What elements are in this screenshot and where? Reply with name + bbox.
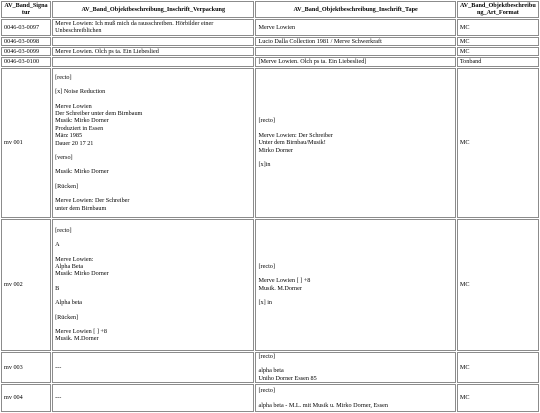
table-row <box>1 19 539 36</box>
tape-cell-text: [x]in <box>258 160 271 168</box>
column-header-inschrift-verpackung: AV_Band_Objektbeschreibung_Inschrift_Verpackung <box>52 1 254 18</box>
verpackung-cell <box>52 37 254 46</box>
signatur-cell: mv 003 <box>1 352 51 383</box>
verpackung-cell <box>52 57 254 66</box>
tape-cell <box>255 352 455 383</box>
tape-cell <box>255 47 455 56</box>
verpackung-cell <box>52 219 254 351</box>
signatur-cell: mv 004 <box>1 384 51 412</box>
format-cell: Tonband <box>457 57 539 66</box>
verpackung-cell-text: [recto] <box>55 73 72 81</box>
verpackung-cell-text: B <box>55 284 60 292</box>
tape-cell <box>255 37 455 46</box>
verpackung-cell-text: [Rücken] <box>55 182 79 190</box>
verpackung-cell-text: --- <box>55 363 62 371</box>
column-header-inschrift-tape: AV_Band_Objektbeschreibung_Inschrift_Tape <box>255 1 455 18</box>
table-row <box>1 219 539 351</box>
tape-cell <box>255 219 455 351</box>
tape-cell-text: [recto] <box>258 352 275 360</box>
tape-cell-text: [recto] <box>258 263 275 271</box>
tape-cell-text: [recto] <box>258 387 275 395</box>
format-cell: MC <box>457 19 539 36</box>
verpackung-cell-text: Merve Lowien. Olch ps ta. Ein Liebeslied <box>55 48 159 56</box>
tape-cell-text: [x] in <box>258 299 273 307</box>
verpackung-cell-text: [x] Noise Reduction <box>55 88 106 96</box>
header-row <box>1 1 539 18</box>
tape-cell-text: Merve Lowien: Der Schreiber Unter dem Birnbau/Musik! Mirko Dorner <box>258 131 333 154</box>
format-cell: MC <box>457 384 539 412</box>
table-row <box>1 68 539 218</box>
table-row <box>1 384 539 412</box>
verpackung-cell <box>52 68 254 218</box>
tape-cell <box>255 68 455 218</box>
tape-cell-text: [recto] <box>258 117 275 125</box>
verpackung-cell <box>52 47 254 56</box>
verpackung-cell-text: --- <box>55 394 62 402</box>
tape-cell-text: Lucio Dalla Collection 1981 / Merve Schwerkraft <box>258 37 382 45</box>
verpackung-cell-text: [Rücken] <box>55 313 79 321</box>
tape-cell-text: alpha beta - M.L. mit Musik u. Mirko Dorner, Essen <box>258 401 388 409</box>
table-row <box>1 57 539 66</box>
format-cell: MC <box>457 219 539 351</box>
tape-cell-text: [Merve Lowien. Olch ps ta. Ein Liebeslied] <box>258 58 367 66</box>
signatur-cell: 0046-03-0098 <box>1 37 51 46</box>
column-header-signatur: AV_Band_Signatur <box>1 1 51 18</box>
format-cell: MC <box>457 68 539 218</box>
verpackung-cell-text: Merve Lowien Der Schreiber unter dem Birnbaum Musik: Mirko Dorner Produziert in Essen März 1985 Dauer 20 17 21 <box>55 102 143 147</box>
format-cell: MC <box>457 37 539 46</box>
signatur-cell: 0046-03-0100 <box>1 57 51 66</box>
verpackung-cell-text: [recto] <box>55 226 72 234</box>
signatur-cell: 0046-03-0099 <box>1 47 51 56</box>
verpackung-cell <box>52 384 254 412</box>
table-row <box>1 352 539 383</box>
verpackung-cell-text: A <box>55 241 60 249</box>
verpackung-cell <box>52 19 254 36</box>
verpackung-cell-text: Musik: Mirko Dorner <box>55 168 109 176</box>
format-cell: MC <box>457 47 539 56</box>
tape-cell-text: alpha beta Uniho Dorner Essen 85 <box>258 367 317 382</box>
tape-cell <box>255 57 455 66</box>
table-row <box>1 37 539 46</box>
signatur-cell: 0046-03-0097 <box>1 19 51 36</box>
verpackung-cell-text: Merve Lowien [ ] +8 Musik. M.Dorner <box>55 328 108 343</box>
verpackung-cell-text: Merve Lowien: Alpha Beta Musik: Mirko Dorner <box>55 255 109 278</box>
verpackung-cell-text: Alpha beta <box>55 299 83 307</box>
tape-cell <box>255 384 455 412</box>
tape-cell-text: Merve Lowien <box>258 23 296 31</box>
format-cell: MC <box>457 352 539 383</box>
tape-cell <box>255 19 455 36</box>
tape-cell-text: Merve Lowien [ ] +8 Musik. M.Dorner <box>258 277 311 292</box>
signatur-cell: mv 002 <box>1 219 51 351</box>
table-row <box>1 47 539 56</box>
column-header-art-format: AV_Band_Objektbeschreibung_Art_Format <box>457 1 539 18</box>
verpackung-cell-text: Merve Lowien: Ich muß mich da rausschreiben. Hörbilder einer Unbeschreiblichen <box>55 19 214 35</box>
signatur-cell: mv 001 <box>1 68 51 218</box>
verpackung-cell-text: [verso] <box>55 153 73 161</box>
verpackung-cell-text: Merve Lowien: Der Schreiber unter dem Birnbaum <box>55 197 130 212</box>
verpackung-cell <box>52 352 254 383</box>
